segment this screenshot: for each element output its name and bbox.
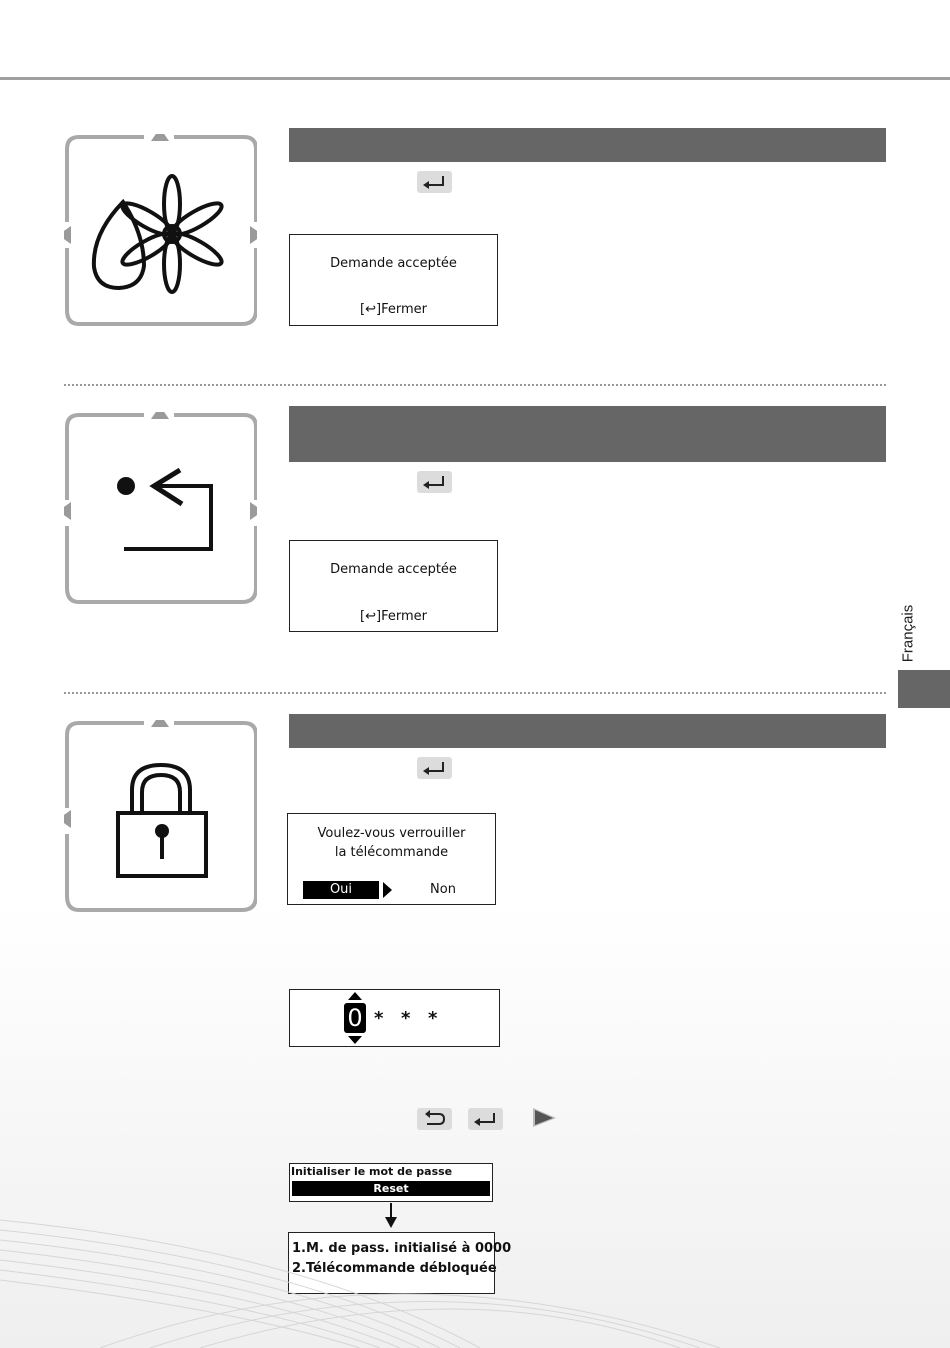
decorative-swoosh: [0, 1180, 950, 1348]
lock-panel: [64, 720, 257, 911]
section-divider: [64, 384, 886, 386]
enter-key: [417, 757, 452, 779]
lcd-close-label: [↩]Fermer: [360, 609, 427, 624]
reset-menu-item: Reset: [292, 1181, 490, 1196]
enter-key: [417, 171, 452, 193]
lcd-pin-entry: [289, 989, 500, 1047]
result-line-2: 2.Télécommande débloquée: [292, 1261, 497, 1276]
lcd-request-accepted: [289, 234, 498, 326]
back-key: [417, 1108, 452, 1130]
lcd-lock-confirm: [287, 813, 496, 905]
option-yes: Oui: [303, 881, 379, 899]
lcd-question-line-1: Voulez-vous verrouiller: [317, 826, 466, 841]
pin-mask-2: *: [401, 1008, 411, 1029]
enter-key: [468, 1108, 503, 1130]
lcd-request-accepted: [289, 540, 498, 632]
pin-digit: 0: [344, 1003, 366, 1033]
padlock-icon: [64, 720, 257, 913]
section-divider: [64, 692, 886, 694]
lcd-line-1: Demande acceptée: [330, 562, 457, 577]
up-arrow-icon: [348, 992, 362, 1000]
section-1-header-bar: [289, 128, 886, 162]
language-label: Français: [899, 604, 917, 663]
lcd-close-label: [↩]Fermer: [360, 302, 427, 317]
fan-droplet-icon: [64, 134, 257, 327]
pin-mask-1: *: [374, 1008, 384, 1029]
result-line-1: 1.M. de pass. initialisé à 0000: [292, 1241, 512, 1256]
lcd-question-line-2: la télécommande: [334, 845, 449, 860]
right-arrow-key: [522, 1106, 557, 1128]
section-2-header-bar: [289, 406, 886, 462]
return-panel: [64, 412, 257, 603]
fan-droplet-panel: [64, 134, 257, 325]
top-rule: [0, 77, 950, 80]
down-arrow-icon: [348, 1036, 362, 1044]
reset-menu-title: Initialiser le mot de passe: [291, 1165, 453, 1178]
section-3-header-bar: [289, 714, 886, 748]
return-arrow-icon: [64, 412, 257, 605]
option-no: Non: [430, 882, 456, 897]
pin-mask-3: *: [428, 1008, 438, 1029]
selection-arrow-icon: [383, 882, 393, 898]
lcd-line-1: Demande acceptée: [330, 256, 457, 271]
enter-key: [417, 471, 452, 493]
language-tab: [898, 670, 950, 708]
